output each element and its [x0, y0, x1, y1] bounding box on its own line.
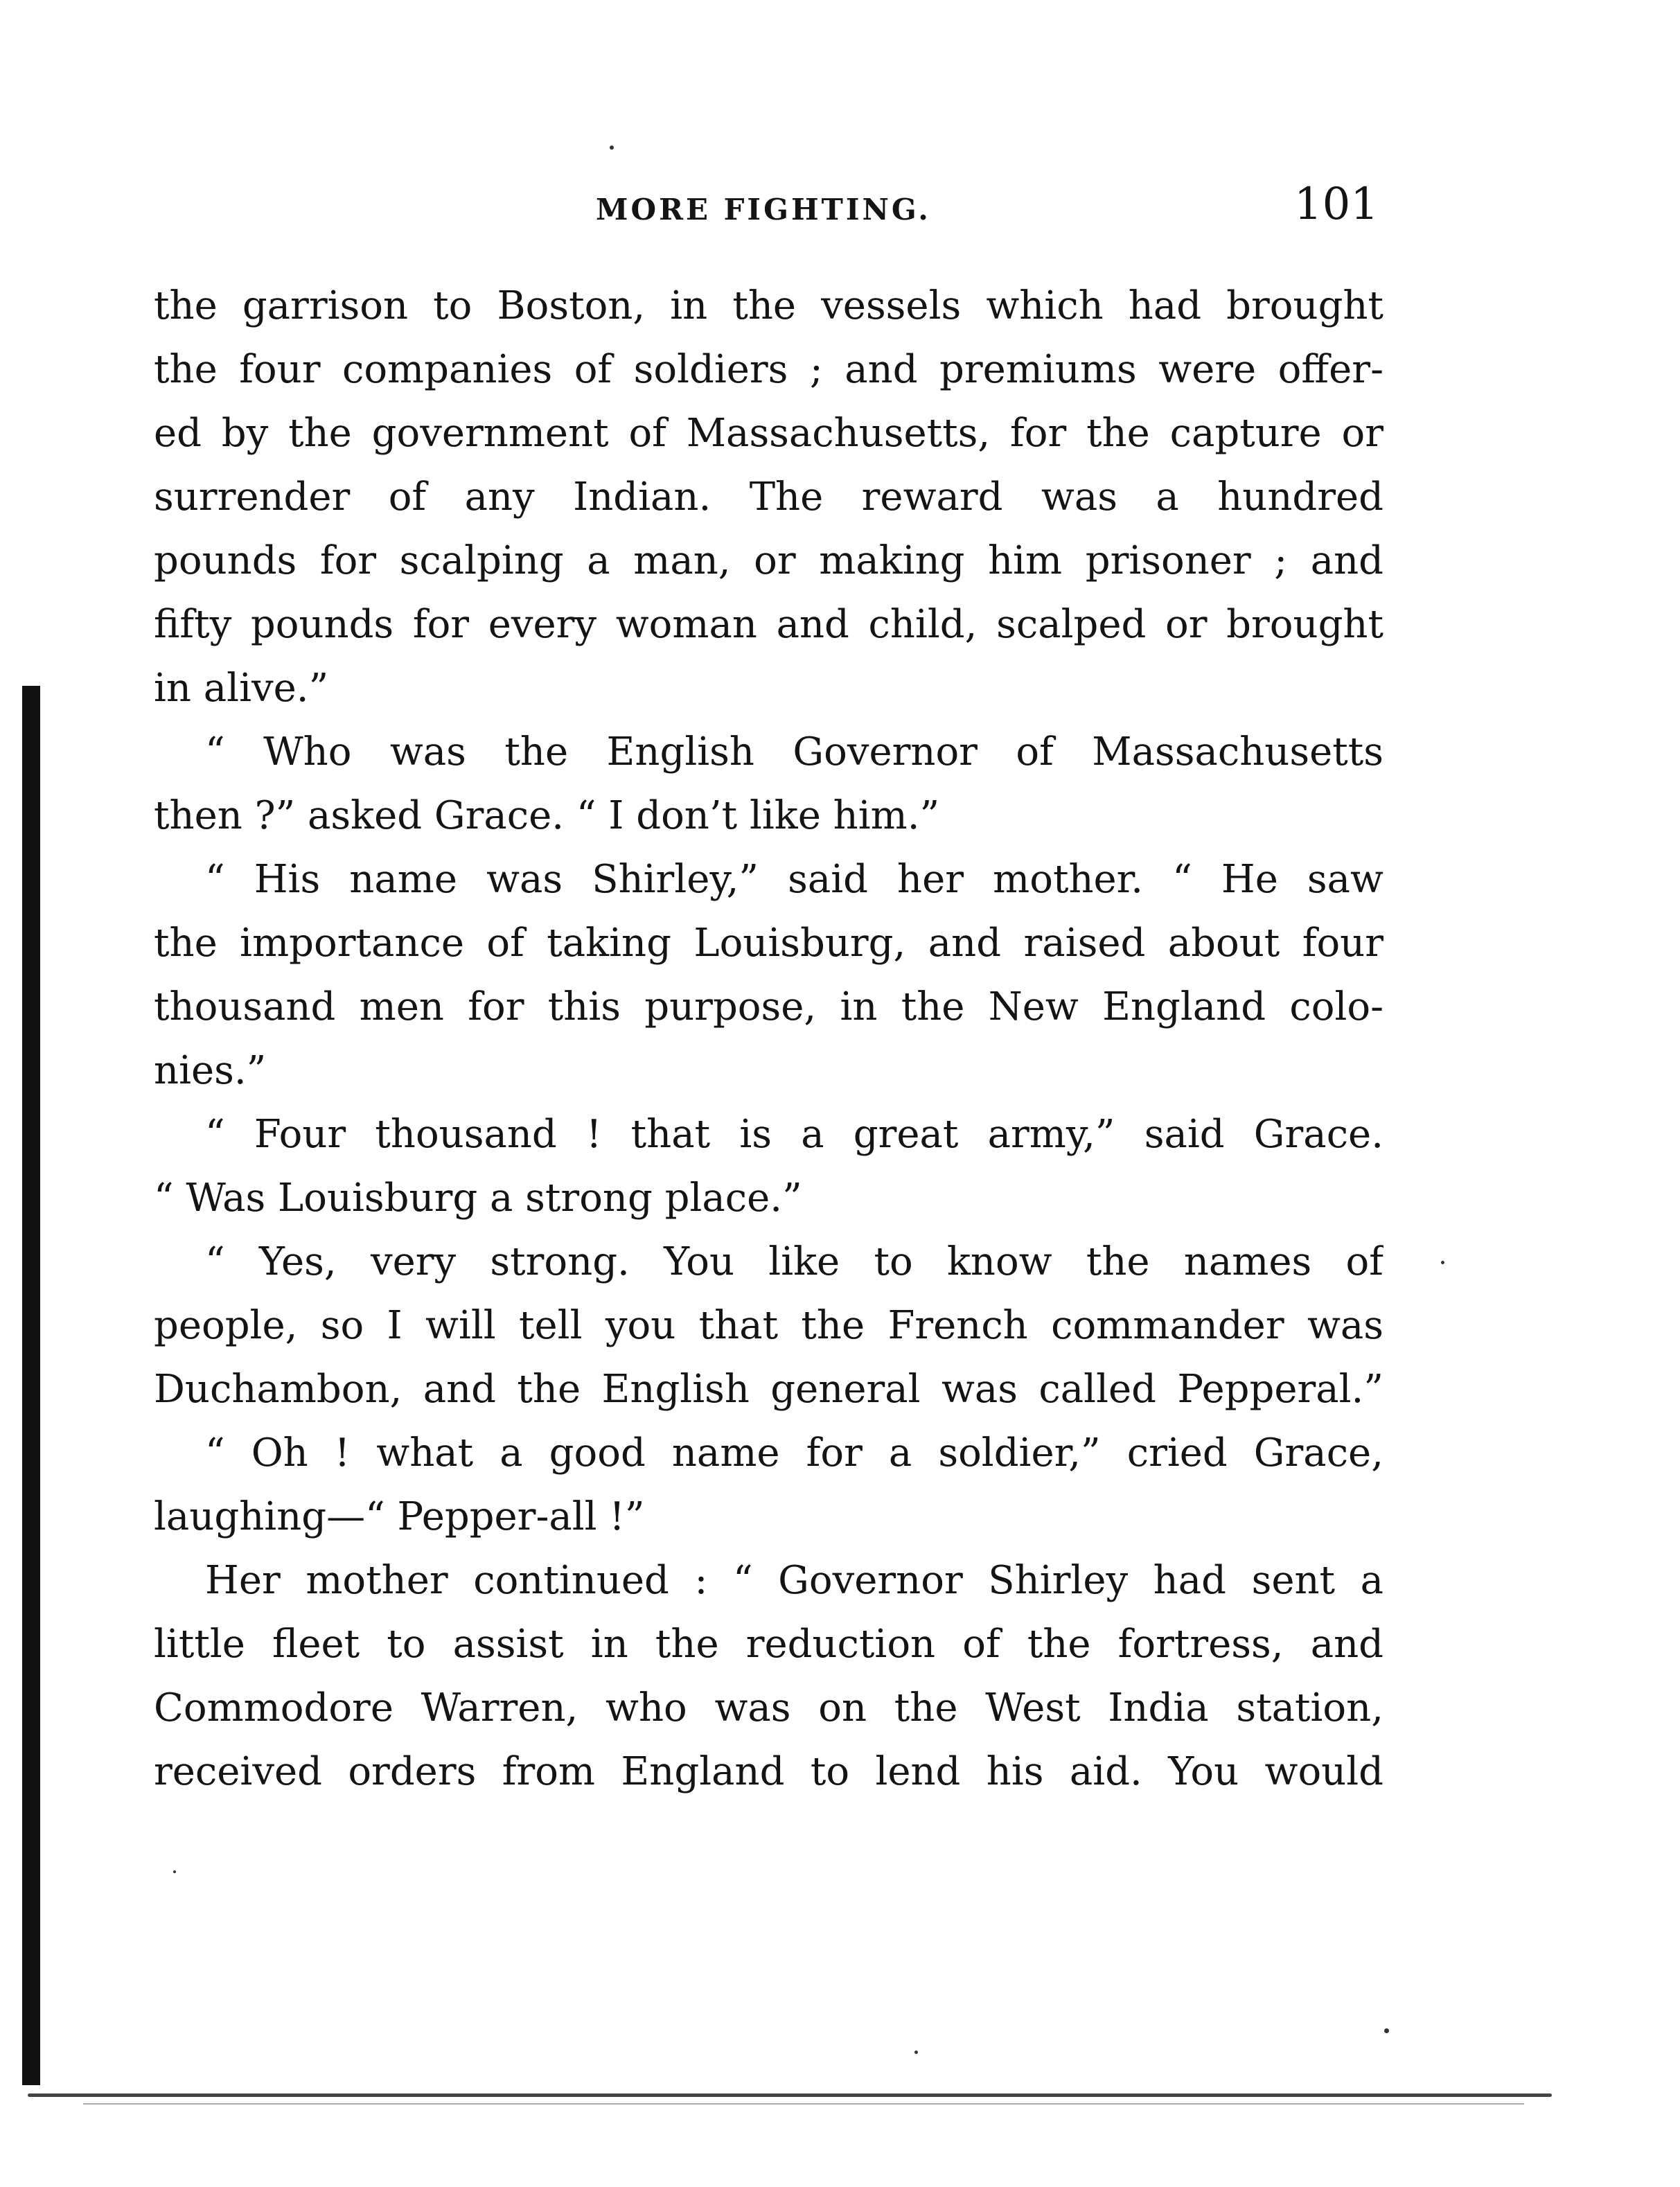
- text-line: pounds for scalping a man, or making him prisoner ; and: [154, 538, 1383, 583]
- text-line: received orders from England to lend his aid. You would: [154, 1749, 1383, 1794]
- text-line: the four companies of soldiers ; and premiums were offer-: [154, 347, 1383, 392]
- text-line: in alive.”: [154, 666, 329, 711]
- text-line: laughing—“ Pepper-all !”: [154, 1494, 645, 1539]
- text-line: the garrison to Boston, in the vessels which had brought: [154, 283, 1383, 328]
- text-line: little fleet to assist in the reduction of the fortress, and: [154, 1622, 1383, 1667]
- text-line: “ Four thousand ! that is a great army,” said Grace.: [205, 1112, 1383, 1157]
- text-line: then ?” asked Grace. “ I don’t like him.”: [154, 793, 940, 838]
- text-line: “ Was Louisburg a strong place.”: [154, 1176, 802, 1221]
- body-text: [154, 274, 1383, 1804]
- text-line: Duchambon, and the English general was called Pepperal.”: [154, 1367, 1383, 1412]
- scan-speck: [1441, 1261, 1444, 1264]
- page-edge-line: [28, 2093, 1552, 2097]
- text-line: “ Who was the English Governor of Massachusetts: [205, 729, 1383, 774]
- text-line: Commodore Warren, who was on the West India station,: [154, 1685, 1383, 1730]
- binding-shadow: [22, 686, 40, 2085]
- text-line: “ Oh ! what a good name for a soldier,” cried Grace,: [205, 1431, 1383, 1476]
- text-line: nies.”: [154, 1048, 267, 1093]
- text-line: thousand men for this purpose, in the New England colo-: [154, 984, 1383, 1029]
- page-number: 101: [1293, 179, 1379, 230]
- page-edge-line-faint: [83, 2103, 1524, 2105]
- text-line: fifty pounds for every woman and child, scalped or brought: [154, 602, 1383, 647]
- scan-speck: [610, 145, 614, 150]
- text-line: surrender of any Indian. The reward was a hundred: [154, 475, 1383, 520]
- text-line: ed by the government of Massachusetts, for the capture or: [154, 411, 1383, 456]
- page-header: [152, 179, 1379, 241]
- scan-speck: [173, 1870, 176, 1873]
- text-line: the importance of taking Louisburg, and raised about four: [154, 921, 1383, 966]
- text-line: “ Yes, very strong. You like to know the names of: [205, 1239, 1383, 1284]
- text-line: Her mother continued : “ Governor Shirley had sent a: [205, 1558, 1383, 1603]
- text-line: “ His name was Shirley,” said her mother. “ He saw: [205, 857, 1383, 902]
- running-title: MORE FIGHTING.: [596, 193, 931, 227]
- scan-speck: [914, 2051, 918, 2054]
- scan-speck: [1384, 2028, 1389, 2033]
- text-line: people, so I will tell you that the French commander was: [154, 1303, 1383, 1348]
